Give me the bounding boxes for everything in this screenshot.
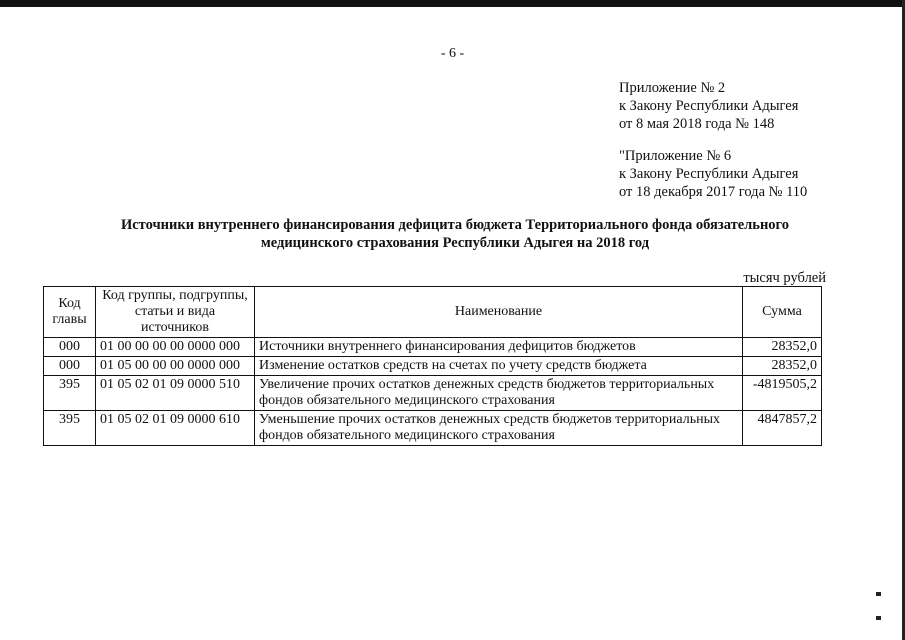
row-group-code: 01 05 02 01 09 0000 510 [96, 376, 255, 411]
table-row [44, 411, 822, 446]
row-name: Уменьшение прочих остатков денежных средств бюджетов территориальных фондов обязательного медицинского страхования [255, 411, 743, 446]
table-row [44, 376, 822, 411]
scan-top-border [0, 0, 905, 7]
table-header-row [44, 287, 822, 338]
row-name: Источники внутреннего финансирования дефицитов бюджетов [255, 338, 743, 357]
header-group-code: Код группы, подгруппы, статьи и вида источников [96, 287, 255, 338]
title-line2: медицинского страхования Республики Адыгея на 2018 год [260, 235, 650, 251]
appendix-quoted-line1: "Приложение № 6 [619, 148, 732, 164]
appendix-main-line3: от 8 мая 2018 года № 148 [619, 116, 775, 132]
row-sum: 4847857,2 [743, 411, 822, 446]
row-sum: 28352,0 [743, 338, 822, 357]
appendix-main-line2: к Закону Республики Адыгея [619, 98, 799, 114]
units-label: тысяч рублей [743, 270, 826, 286]
appendix-main [619, 79, 798, 133]
sources-table [43, 286, 822, 446]
row-sum: 28352,0 [743, 357, 822, 376]
row-name: Увеличение прочих остатков денежных средств бюджетов территориальных фондов обязательного медицинского страхования [255, 376, 743, 411]
appendix-quoted-line3: от 18 декабря 2017 года № 110 [619, 184, 808, 200]
appendix-quoted-line2: к Закону Республики Адыгея [619, 166, 799, 182]
row-group-code: 01 05 00 00 00 0000 000 [96, 357, 255, 376]
row-chapter-code: 395 [44, 411, 96, 446]
appendix-main-line1: Приложение № 2 [619, 80, 726, 96]
page-number: - 6 - [440, 46, 465, 61]
title-line1: Источники внутреннего финансирования дефицита бюджета Территориального фонда обязательного [120, 217, 790, 233]
row-name: Изменение остатков средств на счетах по учету средств бюджета [255, 357, 743, 376]
header-sum: Сумма [743, 287, 822, 338]
scan-mark [876, 592, 881, 596]
row-chapter-code: 000 [44, 338, 96, 357]
row-sum: -4819505,2 [743, 376, 822, 411]
appendix-quoted [619, 147, 807, 201]
row-group-code: 01 00 00 00 00 0000 000 [96, 338, 255, 357]
header-name: Наименование [255, 287, 743, 338]
header-chapter-code: Код главы [44, 287, 96, 338]
table-row [44, 357, 822, 376]
scan-mark [876, 616, 881, 620]
table-row [44, 338, 822, 357]
row-group-code: 01 05 02 01 09 0000 610 [96, 411, 255, 446]
document-title [60, 216, 850, 252]
row-chapter-code: 000 [44, 357, 96, 376]
row-chapter-code: 395 [44, 376, 96, 411]
